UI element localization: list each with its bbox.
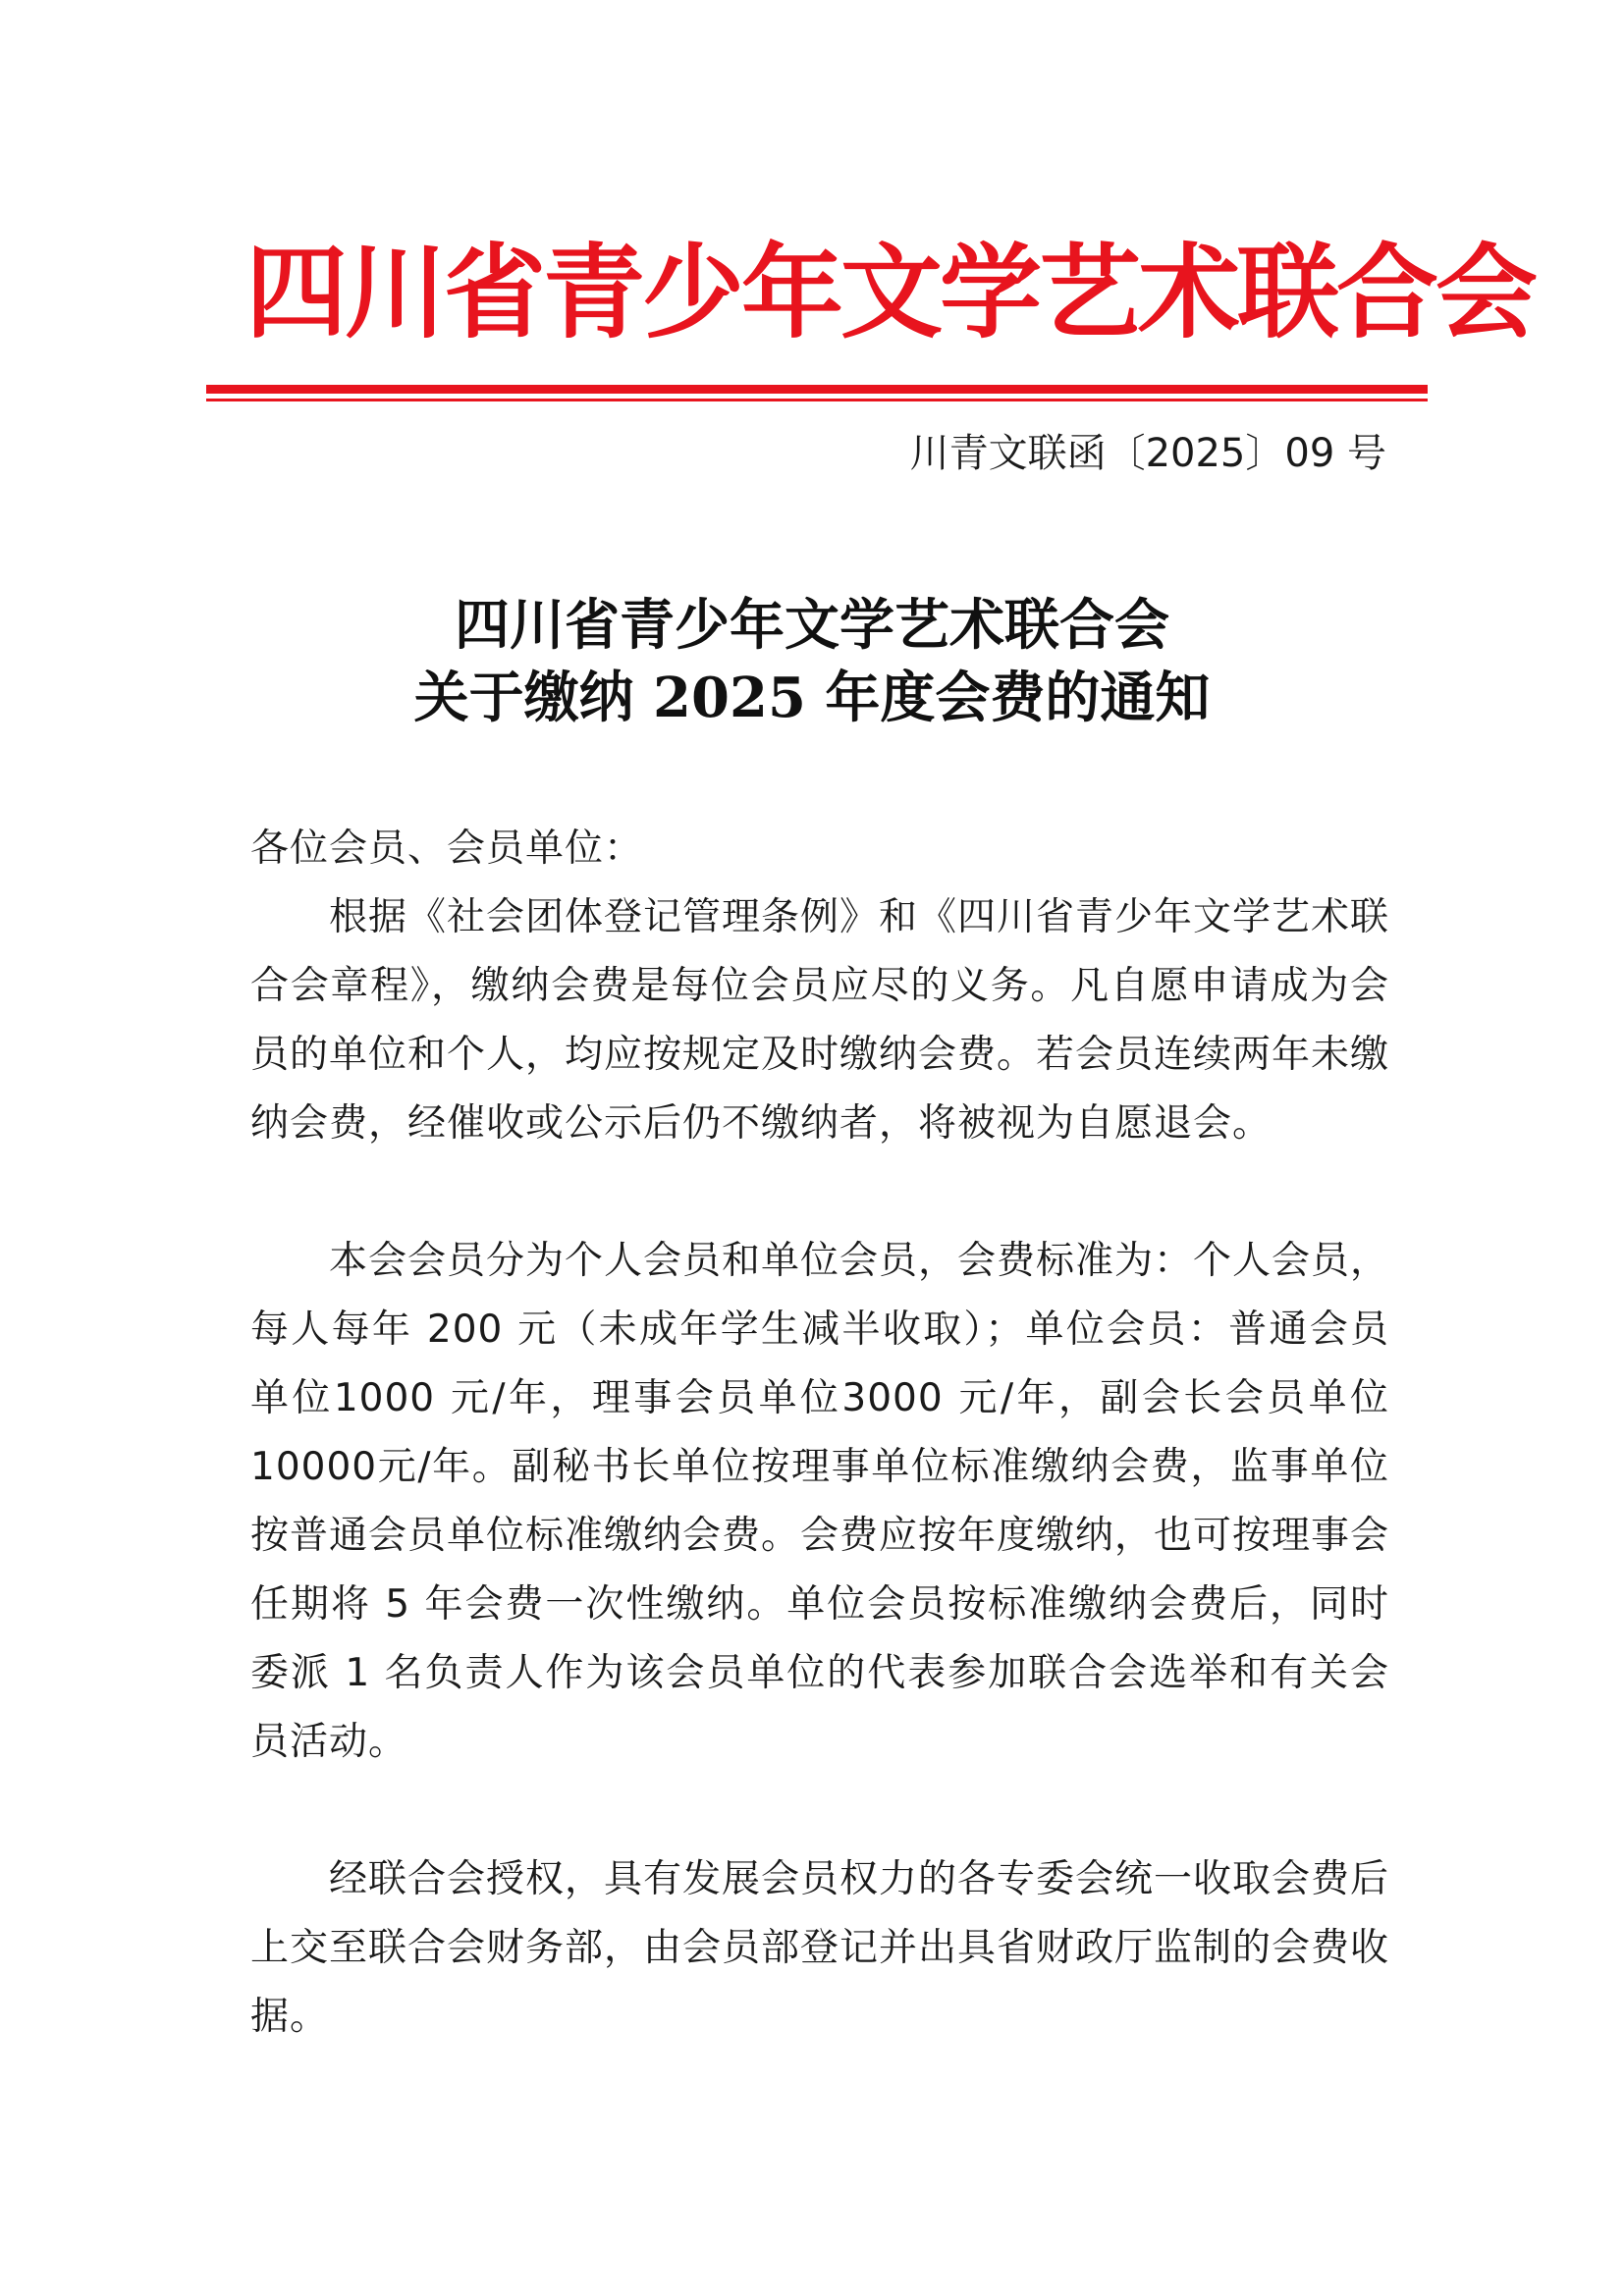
letterhead-rule-thin bbox=[206, 399, 1428, 401]
letterhead-rule-thick bbox=[206, 385, 1428, 394]
notice-title bbox=[245, 589, 1379, 734]
document-number: 川青文联函〔2025〕09 号 bbox=[909, 431, 1386, 476]
paragraph-membership-obligation: 根据《社会团体登记管理条例》和《四川省青少年文学艺术联合会章程》，缴纳会费是每位会员应尽的义务。凡自愿申请成为会员的单位和个人，均应按规定及时缴纳会费。若会员连续两年未缴纳会费，经催收或公示后仍不缴纳者，将被视为自愿退会。 bbox=[250, 895, 1390, 1146]
paragraph-fee-standards: 本会会员分为个人会员和单位会员，会费标准为：个人会员，每人每年 200 元（未成年学生减半收取）；单位会员：普通会员单位1000 元/年，理事会员单位3000 元/年，副会长会员单位10000元/年。副秘书长单位按理事单位标准缴纳会费，监事单位按普通会员单位标准缴纳会费。会费应按年度缴纳，也可按理事会任期将 5 年会费一次性缴纳。单位会员按标准缴纳会费后，同时委派 1 名负责人作为该会员单位的代表参加联合会选举和有关会员活动。 bbox=[250, 1239, 1390, 1764]
salutation: 各位会员、会员单位： bbox=[250, 827, 644, 871]
paragraph-fee-collection: 经联合会授权，具有发展会员权力的各专委会统一收取会费后上交至联合会财务部，由会员部登记并出具省财政厅监制的会费收据。 bbox=[250, 1857, 1390, 2039]
notice-body bbox=[250, 815, 1389, 2052]
letterhead-title: 四川省青少年文学艺术联合会 bbox=[245, 232, 1536, 352]
notice-title-line-2: 关于缴纳 2025 年度会费的通知 bbox=[413, 666, 1211, 730]
notice-title-line-1: 四川省青少年文学艺术联合会 bbox=[455, 593, 1169, 658]
